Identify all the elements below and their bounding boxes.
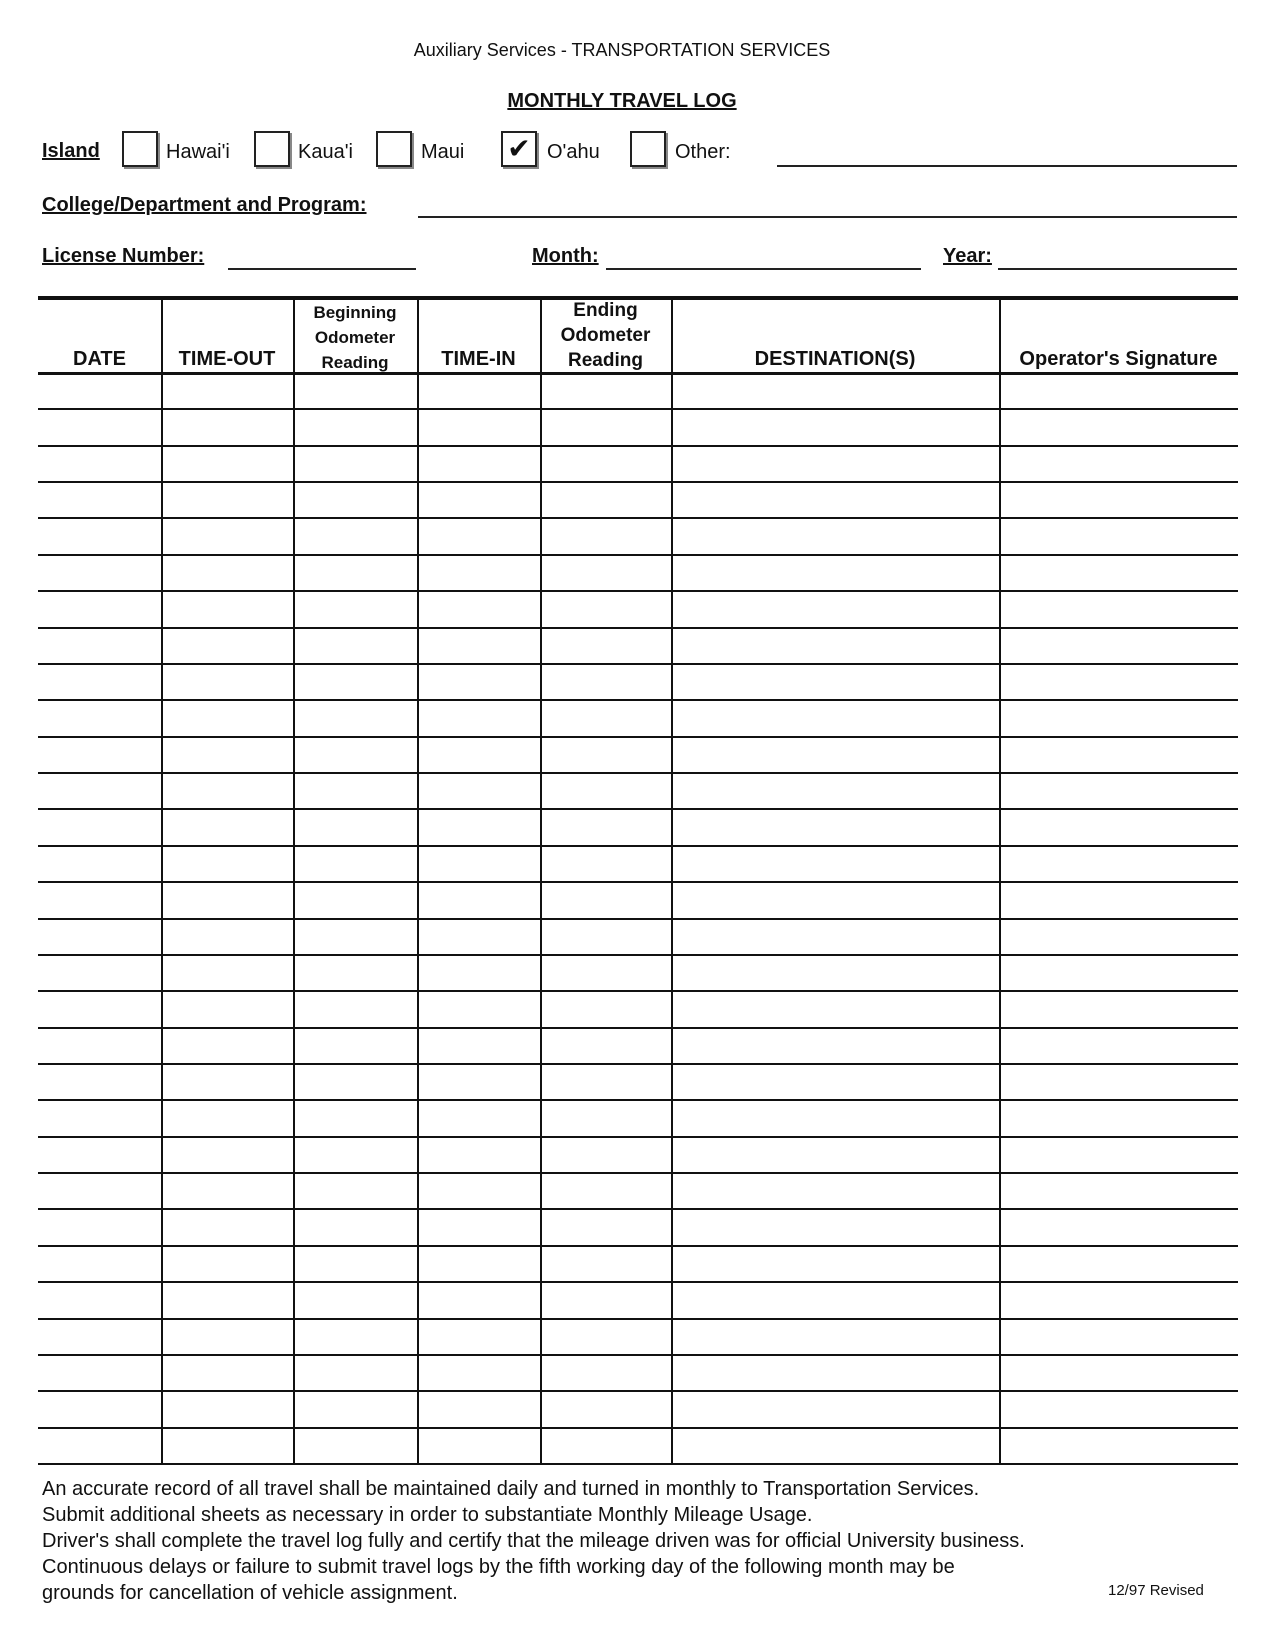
col-header-time-out: TIME-OUT <box>178 348 276 370</box>
column-divider <box>671 296 673 1463</box>
table-row-line <box>38 663 1238 665</box>
table-row-line <box>38 1281 1238 1283</box>
col-header-ending-odometer: Ending Odometer Reading <box>560 300 651 371</box>
column-divider <box>999 296 1001 1463</box>
table-row-line <box>38 590 1238 592</box>
table-row-line <box>38 1318 1238 1320</box>
footer-line: Continuous delays or failure to submit travel logs by the fifth working day of the following month may be <box>42 1556 955 1578</box>
footer-line: grounds for cancellation of vehicle assignment. <box>42 1582 458 1604</box>
option-label-other: Other: <box>675 141 731 163</box>
option-label-oahu: O'ahu <box>547 141 600 163</box>
checkbox-kauai[interactable] <box>254 131 290 167</box>
table-row-line <box>38 1354 1238 1356</box>
footer-line: An accurate record of all travel shall be maintained daily and turned in monthly to Transportation Services. <box>42 1478 980 1500</box>
table-row-line <box>38 1027 1238 1029</box>
table-row-line <box>38 408 1238 410</box>
table-row-line <box>38 1463 1238 1465</box>
col-header-time-in: TIME-IN <box>441 348 516 370</box>
table-row-line <box>38 736 1238 738</box>
column-divider <box>293 296 295 1463</box>
check-mark-icon: ✔ <box>507 133 531 164</box>
license-input-line[interactable] <box>228 268 416 270</box>
col-header-beginning-odometer: Beginning Odometer Reading <box>313 303 397 372</box>
footer-instructions <box>42 1476 1142 1606</box>
table-row-line <box>38 1136 1238 1138</box>
license-label: License Number: <box>42 245 205 267</box>
table-row-line <box>38 881 1238 883</box>
checkbox-maui[interactable] <box>376 131 412 167</box>
table-row-line <box>38 845 1238 847</box>
year-input-line[interactable] <box>998 268 1237 270</box>
column-divider <box>417 296 419 1463</box>
table-row-line <box>38 1245 1238 1247</box>
form-title: MONTHLY TRAVEL LOG <box>507 90 737 112</box>
option-label-hawaii: Hawai'i <box>166 141 230 163</box>
table-row-line <box>38 1390 1238 1392</box>
option-label-maui: Maui <box>421 141 465 163</box>
table-row-line <box>38 627 1238 629</box>
col-header-operator-signature: Operator's Signature <box>1019 348 1218 370</box>
table-row-line <box>38 954 1238 956</box>
college-input-line[interactable] <box>418 216 1237 218</box>
footer-line: Submit additional sheets as necessary in order to substantiate Monthly Mileage Usage. <box>42 1504 813 1526</box>
table-row-line <box>38 808 1238 810</box>
island-label: Island <box>42 140 100 162</box>
checkbox-other[interactable] <box>630 131 666 167</box>
column-divider <box>540 296 542 1463</box>
table-row-line <box>38 918 1238 920</box>
table-row-line <box>38 554 1238 556</box>
table-row-line <box>38 1427 1238 1429</box>
checkbox-oahu[interactable] <box>501 131 537 167</box>
table-row-line <box>38 772 1238 774</box>
table-row-line <box>38 517 1238 519</box>
table-row-line <box>38 1063 1238 1065</box>
month-input-line[interactable] <box>606 268 921 270</box>
travel-log-table <box>38 296 1238 1463</box>
option-label-kauai: Kaua'i <box>298 141 353 163</box>
footer-line: Driver's shall complete the travel log fully and certify that the mileage driven was for official University business. <box>42 1530 1025 1552</box>
month-label: Month: <box>532 245 599 267</box>
table-row-line <box>38 445 1238 447</box>
table-row-line <box>38 1172 1238 1174</box>
table-row-line <box>38 1208 1238 1210</box>
revision-note: 12/97 Revised <box>1108 1582 1204 1599</box>
col-header-date: DATE <box>73 348 126 370</box>
table-row-line <box>38 699 1238 701</box>
year-label: Year: <box>943 245 992 267</box>
college-label: College/Department and Program: <box>42 194 367 216</box>
table-row-line <box>38 990 1238 992</box>
other-input-line[interactable] <box>777 165 1237 167</box>
header-subtitle: Auxiliary Services - TRANSPORTATION SERVICES <box>413 40 831 60</box>
col-header-destinations: DESTINATION(S) <box>754 348 916 370</box>
table-row-line <box>38 481 1238 483</box>
checkbox-hawaii[interactable] <box>122 131 158 167</box>
column-divider <box>161 296 163 1463</box>
table-row-line <box>38 1099 1238 1101</box>
